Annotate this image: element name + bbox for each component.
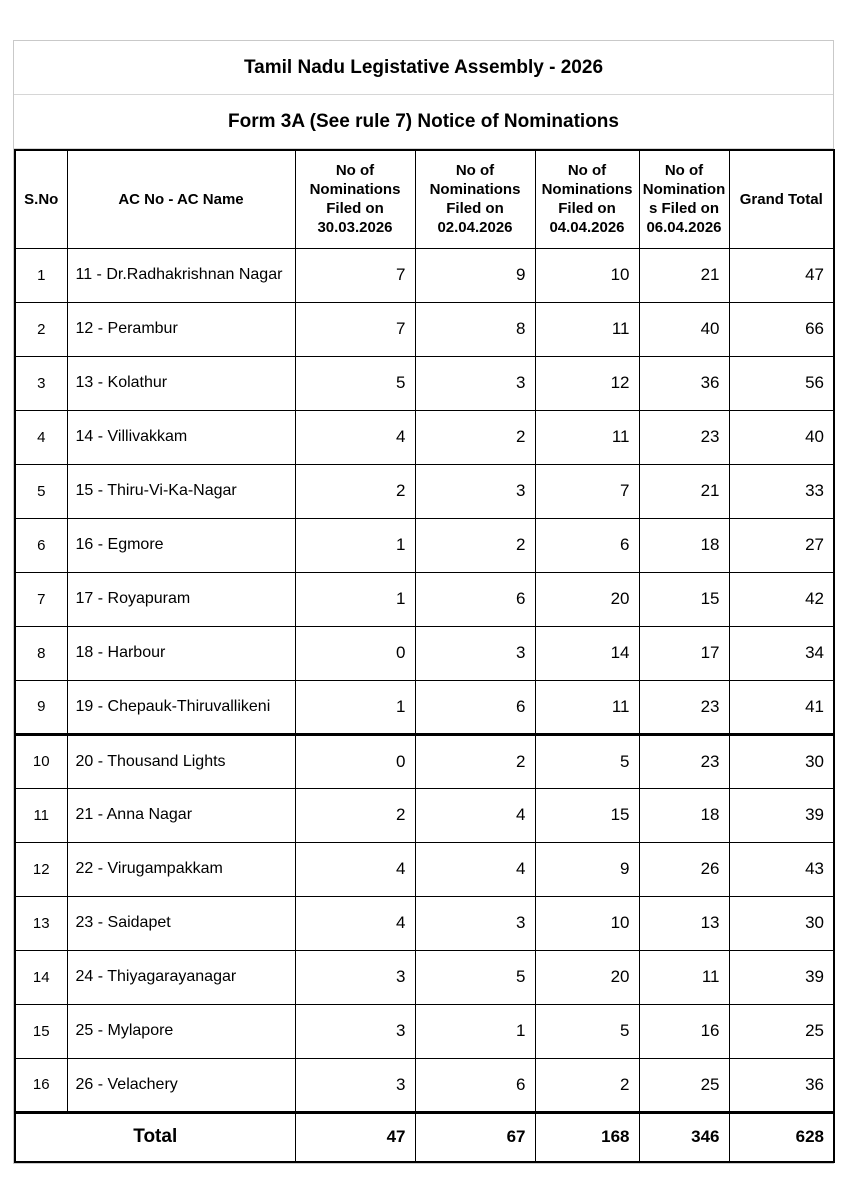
filed-30-03-cell: 7 <box>295 302 415 356</box>
filed-04-04-cell: 15 <box>535 788 639 842</box>
sno-cell: 15 <box>15 1004 67 1058</box>
ac-name-cell: 11 - Dr.Radhakrishnan Nagar <box>67 248 295 302</box>
table-row <box>15 680 834 734</box>
grand-total-cell: 30 <box>729 734 834 788</box>
filed-30-03-cell: 0 <box>295 626 415 680</box>
column-header-filed-02-04: No of Nominations Filed on 02.04.2026 <box>415 150 535 248</box>
sno-cell: 9 <box>15 680 67 734</box>
total-filed-30-03-cell: 47 <box>295 1112 415 1162</box>
table-row <box>15 842 834 896</box>
filed-04-04-cell: 5 <box>535 1004 639 1058</box>
filed-04-04-cell: 20 <box>535 950 639 1004</box>
filed-02-04-cell: 9 <box>415 248 535 302</box>
table-row <box>15 302 834 356</box>
ac-name-cell: 23 - Saidapet <box>67 896 295 950</box>
sno-cell: 3 <box>15 356 67 410</box>
sno-cell: 16 <box>15 1058 67 1112</box>
filed-30-03-cell: 3 <box>295 1004 415 1058</box>
grand-total-cell: 36 <box>729 1058 834 1112</box>
total-row <box>15 1112 834 1162</box>
filed-30-03-cell: 4 <box>295 410 415 464</box>
filed-04-04-cell: 10 <box>535 896 639 950</box>
filed-04-04-cell: 9 <box>535 842 639 896</box>
table-row <box>15 464 834 518</box>
filed-30-03-cell: 1 <box>295 518 415 572</box>
column-header-ac-name: AC No - AC Name <box>67 150 295 248</box>
filed-04-04-cell: 14 <box>535 626 639 680</box>
table-row <box>15 410 834 464</box>
sno-cell: 11 <box>15 788 67 842</box>
filed-06-04-cell: 23 <box>639 410 729 464</box>
table-row <box>15 518 834 572</box>
ac-name-cell: 14 - Villivakkam <box>67 410 295 464</box>
ac-name-cell: 21 - Anna Nagar <box>67 788 295 842</box>
filed-02-04-cell: 4 <box>415 842 535 896</box>
filed-06-04-cell: 11 <box>639 950 729 1004</box>
sno-cell: 1 <box>15 248 67 302</box>
filed-06-04-cell: 18 <box>639 788 729 842</box>
column-header-filed-04-04: No of Nominations Filed on 04.04.2026 <box>535 150 639 248</box>
filed-02-04-cell: 4 <box>415 788 535 842</box>
sno-cell: 8 <box>15 626 67 680</box>
ac-name-cell: 22 - Virugampakkam <box>67 842 295 896</box>
sno-cell: 4 <box>15 410 67 464</box>
ac-name-cell: 15 - Thiru-Vi-Ka-Nagar <box>67 464 295 518</box>
total-filed-04-04-cell: 168 <box>535 1112 639 1162</box>
table-row <box>15 1058 834 1112</box>
filed-30-03-cell: 0 <box>295 734 415 788</box>
filed-02-04-cell: 6 <box>415 572 535 626</box>
grand-total-cell: 56 <box>729 356 834 410</box>
filed-02-04-cell: 3 <box>415 896 535 950</box>
filed-02-04-cell: 5 <box>415 950 535 1004</box>
ac-name-cell: 18 - Harbour <box>67 626 295 680</box>
ac-name-cell: 26 - Velachery <box>67 1058 295 1112</box>
grand-total-cell: 47 <box>729 248 834 302</box>
filed-30-03-cell: 2 <box>295 464 415 518</box>
column-header-filed-06-04: No of Nominations Filed on 06.04.2026 <box>639 150 729 248</box>
grand-total-cell: 39 <box>729 788 834 842</box>
sno-cell: 12 <box>15 842 67 896</box>
table-row <box>15 248 834 302</box>
grand-total-cell: 27 <box>729 518 834 572</box>
grand-total-cell: 39 <box>729 950 834 1004</box>
filed-30-03-cell: 4 <box>295 842 415 896</box>
ac-name-cell: 25 - Mylapore <box>67 1004 295 1058</box>
filed-02-04-cell: 2 <box>415 410 535 464</box>
ac-name-cell: 19 - Chepauk-Thiruvallikeni <box>67 680 295 734</box>
filed-04-04-cell: 7 <box>535 464 639 518</box>
filed-06-04-cell: 16 <box>639 1004 729 1058</box>
filed-02-04-cell: 2 <box>415 518 535 572</box>
filed-06-04-cell: 18 <box>639 518 729 572</box>
filed-04-04-cell: 11 <box>535 410 639 464</box>
sno-cell: 5 <box>15 464 67 518</box>
table-row <box>15 896 834 950</box>
sno-cell: 6 <box>15 518 67 572</box>
filed-30-03-cell: 1 <box>295 572 415 626</box>
filed-06-04-cell: 21 <box>639 464 729 518</box>
grand-total-cell: 40 <box>729 410 834 464</box>
filed-02-04-cell: 3 <box>415 464 535 518</box>
column-header-filed-30-03: No of Nominations Filed on 30.03.2026 <box>295 150 415 248</box>
filed-06-04-cell: 23 <box>639 734 729 788</box>
header-row <box>15 150 834 248</box>
grand-total-cell: 30 <box>729 896 834 950</box>
filed-30-03-cell: 4 <box>295 896 415 950</box>
filed-02-04-cell: 6 <box>415 680 535 734</box>
table-header <box>15 150 834 248</box>
total-label: Total <box>15 1112 295 1162</box>
filed-30-03-cell: 1 <box>295 680 415 734</box>
grand-total-cell: 42 <box>729 572 834 626</box>
filed-30-03-cell: 5 <box>295 356 415 410</box>
table-row <box>15 950 834 1004</box>
grand-total-cell: 25 <box>729 1004 834 1058</box>
table-body <box>15 248 834 1162</box>
filed-30-03-cell: 3 <box>295 1058 415 1112</box>
filed-06-04-cell: 40 <box>639 302 729 356</box>
document-title: Tamil Nadu Legistative Assembly - 2026 <box>14 41 833 95</box>
filed-02-04-cell: 3 <box>415 626 535 680</box>
filed-02-04-cell: 6 <box>415 1058 535 1112</box>
table-row <box>15 356 834 410</box>
grand-total-cell: 33 <box>729 464 834 518</box>
grand-total-cell: 66 <box>729 302 834 356</box>
filed-04-04-cell: 20 <box>535 572 639 626</box>
filed-04-04-cell: 2 <box>535 1058 639 1112</box>
sno-cell: 2 <box>15 302 67 356</box>
filed-30-03-cell: 7 <box>295 248 415 302</box>
filed-02-04-cell: 1 <box>415 1004 535 1058</box>
filed-06-04-cell: 25 <box>639 1058 729 1112</box>
form-subtitle: Form 3A (See rule 7) Notice of Nominations <box>14 95 833 149</box>
filed-02-04-cell: 3 <box>415 356 535 410</box>
filed-02-04-cell: 2 <box>415 734 535 788</box>
filed-30-03-cell: 2 <box>295 788 415 842</box>
filed-06-04-cell: 17 <box>639 626 729 680</box>
total-grand-total-cell: 628 <box>729 1112 834 1162</box>
filed-06-04-cell: 23 <box>639 680 729 734</box>
ac-name-cell: 12 - Perambur <box>67 302 295 356</box>
column-header-sno: S.No <box>15 150 67 248</box>
filed-06-04-cell: 13 <box>639 896 729 950</box>
ac-name-cell: 17 - Royapuram <box>67 572 295 626</box>
ac-name-cell: 16 - Egmore <box>67 518 295 572</box>
filed-06-04-cell: 15 <box>639 572 729 626</box>
nominations-table <box>14 149 835 1163</box>
filed-04-04-cell: 11 <box>535 680 639 734</box>
table-row <box>15 572 834 626</box>
total-filed-02-04-cell: 67 <box>415 1112 535 1162</box>
total-filed-06-04-cell: 346 <box>639 1112 729 1162</box>
grand-total-cell: 41 <box>729 680 834 734</box>
grand-total-cell: 34 <box>729 626 834 680</box>
sno-cell: 10 <box>15 734 67 788</box>
filed-04-04-cell: 6 <box>535 518 639 572</box>
filed-04-04-cell: 11 <box>535 302 639 356</box>
sno-cell: 13 <box>15 896 67 950</box>
filed-06-04-cell: 26 <box>639 842 729 896</box>
ac-name-cell: 13 - Kolathur <box>67 356 295 410</box>
column-header-grand-total: Grand Total <box>729 150 834 248</box>
sno-cell: 14 <box>15 950 67 1004</box>
ac-name-cell: 20 - Thousand Lights <box>67 734 295 788</box>
ac-name-cell: 24 - Thiyagarayanagar <box>67 950 295 1004</box>
filed-30-03-cell: 3 <box>295 950 415 1004</box>
grand-total-cell: 43 <box>729 842 834 896</box>
nominations-document <box>13 40 834 1164</box>
table-row <box>15 788 834 842</box>
table-row <box>15 734 834 788</box>
table-row <box>15 626 834 680</box>
filed-04-04-cell: 10 <box>535 248 639 302</box>
filed-06-04-cell: 36 <box>639 356 729 410</box>
filed-06-04-cell: 21 <box>639 248 729 302</box>
sno-cell: 7 <box>15 572 67 626</box>
filed-04-04-cell: 5 <box>535 734 639 788</box>
table-row <box>15 1004 834 1058</box>
filed-02-04-cell: 8 <box>415 302 535 356</box>
filed-04-04-cell: 12 <box>535 356 639 410</box>
